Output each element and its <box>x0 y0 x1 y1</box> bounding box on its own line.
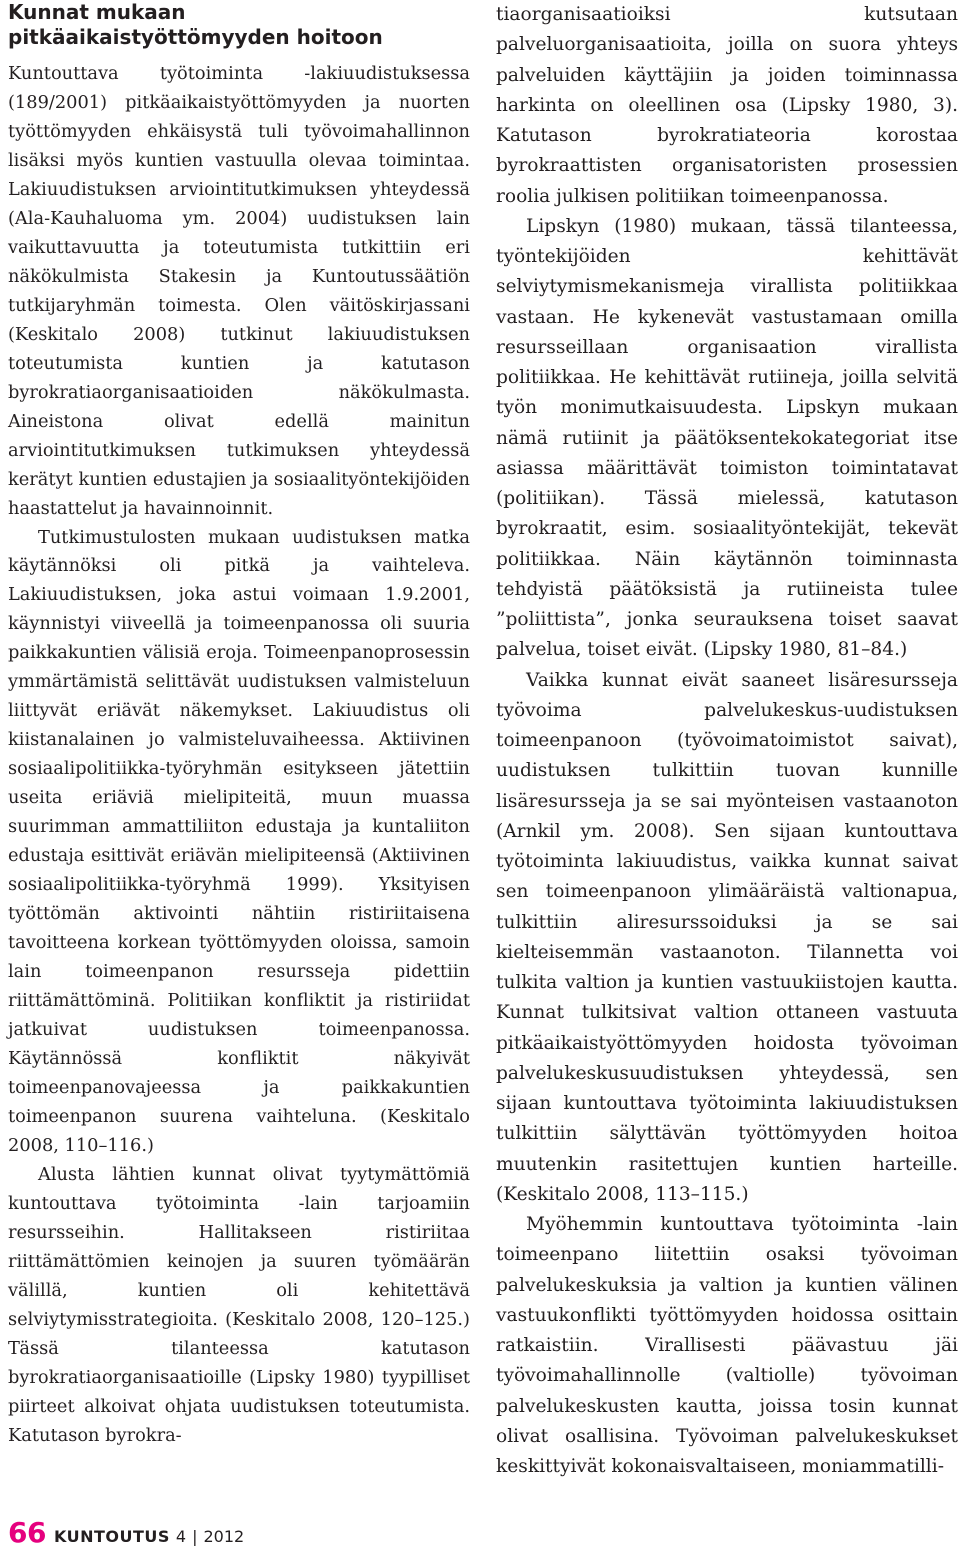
right-column <box>496 0 958 1482</box>
left-column <box>8 0 470 1451</box>
page-footer <box>8 1516 245 1549</box>
magazine-name: KUNTOUTUS <box>53 1527 170 1546</box>
footer-separator: | <box>192 1527 198 1546</box>
body-paragraph: Alusta lähtien kunnat olivat tyytymättömiä kuntouttava työtoiminta -lain tarjoamiin resursseihin. Hallitakseen ristiriitaa riittämättömien keinojen ja suuren työmäärän välillä, kuntien oli kehitettävä selviytymisstrategioita. (Keskitalo 2008, 120–125.) Tässä tilanteessa katutason byrokratiaorganisaatioille (Lipsky 1980) tyypilliset piirteet alkoivat ohjata uudistuksen toteutumista. Katutason byrokra- <box>8 1163 470 1446</box>
page-number: 66 <box>8 1516 46 1549</box>
issue-number: 4 <box>175 1527 187 1546</box>
body-paragraph: Lipskyn (1980) mukaan, tässä tilanteessa, työntekijöiden kehittävät selviytymismekanismeja virallista politiikkaa vastaan. He kykenevät vastustamaan omilla resursseillaan organisaation virallista politiikkaa. He kehittävät rutiineja, joilla selvitä työn monimutkaisuudesta. Lipskyn mukaan nämä rutiinit ja päätöksentekokategoriat itse asiassa määrittävät toimiston toimintatavat (politiikan). Tässä mielessä, katutason byrokraatit, esim. sosiaalityöntekijät, tekevät politiikkaa. Näin käytännön toiminnasta tehdyistä päätöksistä ja rutiineista tulee ”poliittista”, jonka seurauksena toiset saavat palvelua, toiset eivät. (Lipsky 1980, 81–84.) <box>496 215 958 661</box>
article-heading: Kunnat mukaan pitkäaikaistyöttömyyden hoitoon <box>8 0 383 49</box>
body-paragraph: tiaorganisaatioiksi kutsutaan palveluorganisaatioita, joilla on suora yhteys palveluiden käyttäjiin ja joiden toiminnassa harkinta on oleellinen osa (Lipsky 1980, 3). Katutason byrokratiateoria korostaa byrokraattisten organisatoristen prosessien roolia julkisen politiikan toimeenpanossa. <box>496 4 958 207</box>
body-paragraph: Kuntouttava työtoiminta -lakiuudistuksessa (189/2001) pitkäaikaistyöttömyyden ja nuorten työttömyyden ehkäisystä tuli työvoimahallinnon lisäksi myös kuntien vastuulla olevaa toimintaa. Lakiuudistuksen arviointitutkimuksen yhteydessä (Ala-Kauhaluoma ym. 2004) uudistuksen lain vaikuttavuutta ja toteutumista tutkittiin eri näkökulmista Stakesin ja Kuntoutussäätiön tutkijaryhmän toimesta. Olen väitöskirjassani (Keskitalo 2008) tutkinut lakiuudistuksen toteutumista kuntien ja katutason byrokratiaorganisaatioiden näkökulmasta. Aineistona olivat edellä mainitun arviointitutkimuksen tutkimuksen yhteydessä kerätyt kuntien edustajien ja sosiaalityöntekijöiden haastattelut ja havainnoinnit. <box>8 63 470 519</box>
body-paragraph: Vaikka kunnat eivät saaneet lisäresursseja työvoima palvelukeskus-uudistuksen toimeenpanoon (työvoimatoimistot saivat), uudistuksen tulkittiin tuovan kunnille lisäresursseja ja se sai myönteisen vastaanoton (Arnkil ym. 2008). Sen sijaan kuntouttava työtoiminta lakiuudistus, vaikka kunnat saivat sen toimeenpanoon ylimääräistä valtionapua, tulkittiin aliresurssoiduksi ja se sai kielteisemmän vastaanoton. Tilannetta voi tulkita valtion ja kuntien vastuukiistojen kautta. Kunnat tulkitsivat valtion ottaneen vastuuta pitkäaikaistyöttömyyden hoidosta työvoiman palvelukeskusuudistuksen yhteydessä, sen sijaan kuntouttava työtoiminta lakiuudistuksen tulkittiin sälyttävän työttömyyden hoitoa muutenkin rasitettujen kuntien harteille. (Keskitalo 2008, 113–115.) <box>496 669 958 1205</box>
issue-year: 2012 <box>203 1527 245 1546</box>
body-paragraph: Myöhemmin kuntouttava työtoiminta -lain toimeenpano liitettiin osaksi työvoiman palvelukeskuksia ja valtion ja kuntien välinen vastuukonflikti työttömyyden hoidossa osittain ratkaistiin. Virallisesti päävastuu jäi työvoimahallinnolle (valtiolle) työvoiman palvelukeskusten kautta, joissa tosin kunnat olivat osallisina. Työvoiman palvelukeskukset keskittyivät kokonaisvaltaiseen, moniammatilli- <box>496 1214 958 1477</box>
body-paragraph: Tutkimustulosten mukaan uudistuksen matka käytännöksi oli pitkä ja vaihteleva. Lakiuudistuksen, joka astui voimaan 1.9.2001, käynnistyi viiveellä ja toimeenpanossa oli suuria paikkakuntien välisiä eroja. Toimeenpanoprosessin ymmärtämistä selittävät uudistuksen valmisteluun liittyvät eriävät näkemykset. Lakiuudistus oli kiistanalainen jo valmisteluvaiheessa. Aktiivinen sosiaalipolitiikka-työryhmän esitykseen jätettiin useita eriäviä mielipiteitä, muun muassa suurimman ammattiliiton edustaja ja kuntaliiton edustaja esittivät eriävän mielipiteensä (Aktiivinen sosiaalipolitiikka-työryhmä 1999). Yksityisen työttömän aktivointi nähtiin ristiriitaisena tavoitteena korkean työttömyyden oloissa, samoin lain toimeenpanon resursseja pidettiin riittämättöminä. Politiikan konfliktit ja ristiriidat jatkuivat uudistuksen toimeenpanossa. Käytännössä konfliktit näkyivät toimeenpanovajeessa ja paikkakuntien toimeenpanon suurena vaihteluna. (Keskitalo 2008, 110–116.) <box>8 526 470 1156</box>
